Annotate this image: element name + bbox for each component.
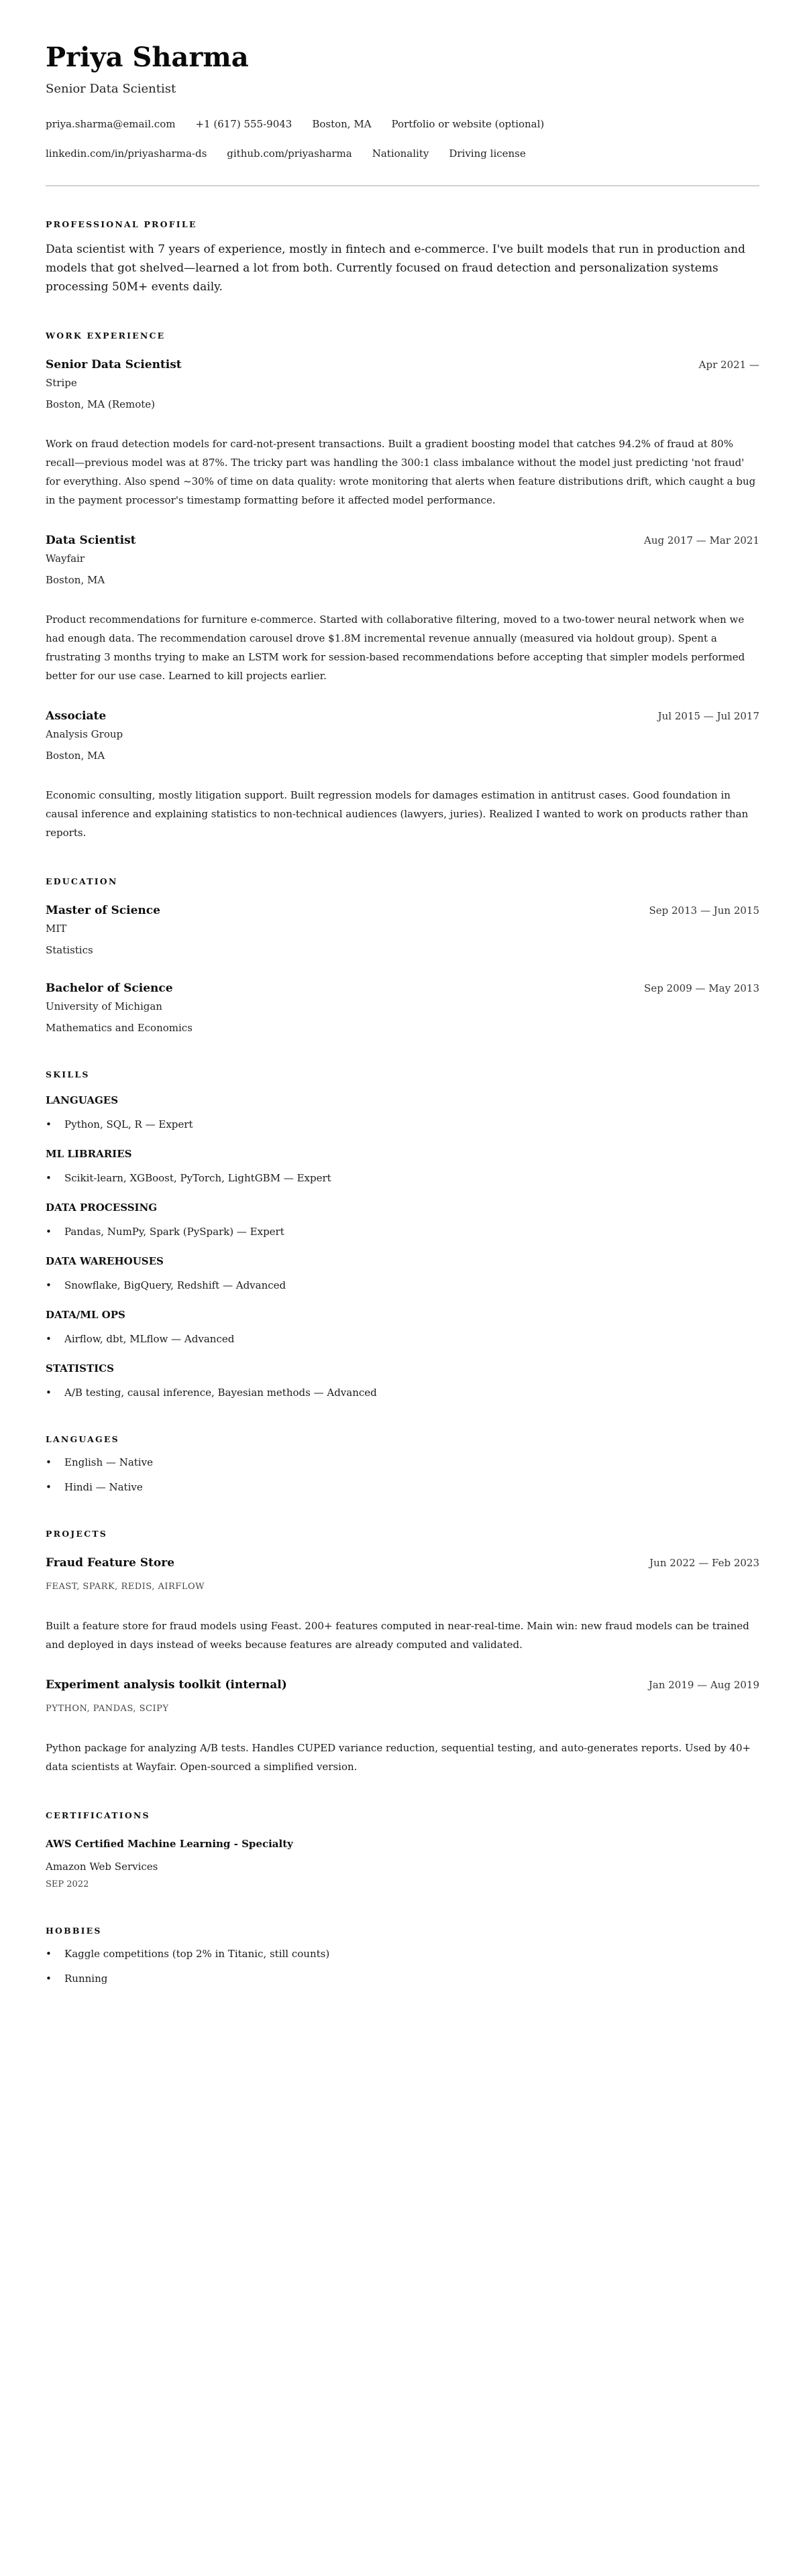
skill-item: • Snowflake, BigQuery, Redshift — Advanced bbox=[46, 1278, 759, 1293]
hobby-item: • Kaggle competitions (top 2% in Titanic, still counts) bbox=[46, 1946, 759, 1961]
section-title-education: EDUCATION bbox=[46, 876, 118, 886]
section-title-languages: LANGUAGES bbox=[46, 1434, 119, 1444]
contact-location: Boston, MA bbox=[312, 118, 372, 130]
project-entry bbox=[46, 1555, 759, 1654]
job-company: Analysis Group bbox=[46, 728, 123, 740]
skill-item: • A/B testing, causal inference, Bayesian methods — Advanced bbox=[46, 1385, 759, 1400]
education-dates: Sep 2009 — May 2013 bbox=[644, 982, 759, 994]
skill-group-title: DATA/ML OPS bbox=[46, 1309, 125, 1321]
job-company: Wayfair bbox=[46, 552, 85, 565]
degree-title: Master of Science bbox=[46, 904, 160, 917]
certification-name: AWS Certified Machine Learning - Specialty bbox=[46, 1838, 293, 1850]
contact-row-primary bbox=[46, 117, 759, 131]
experience-entry bbox=[46, 357, 759, 510]
header-divider bbox=[46, 185, 759, 186]
section-projects bbox=[46, 1528, 759, 1776]
job-location: Boston, MA bbox=[46, 750, 105, 762]
section-languages bbox=[46, 1433, 759, 1495]
contact-portfolio[interactable]: Portfolio or website (optional) bbox=[391, 118, 545, 130]
section-education bbox=[46, 876, 759, 1035]
experience-entry bbox=[46, 708, 759, 842]
contact-driving-license: Driving license bbox=[449, 148, 526, 160]
job-description: Economic consulting, mostly litigation support. Built regression models for damages estimation in antitrust cases. Good foundation in causal inference and explaining statistics to non-technical audiences (lawyers, juries). Realized I wanted to work on products rather than reports. bbox=[46, 789, 749, 839]
project-entry bbox=[46, 1677, 759, 1776]
job-description: Product recommendations for furniture e-commerce. Started with collaborative filtering, moved to a two-tower neural network when we had enough data. The recommendation carousel drove $1.8M incremental revenue annually (measured via holdout group). Spent a frustrating 3 months trying to make an LSTM work for session-based recommendations before accepting that simpler models performed better for our use case. Learned to kill projects earlier. bbox=[46, 613, 745, 682]
skill-group bbox=[46, 1093, 759, 1132]
project-dates: Jan 2019 — Aug 2019 bbox=[648, 1679, 759, 1691]
skill-group-title: STATISTICS bbox=[46, 1362, 114, 1374]
candidate-name: Priya Sharma bbox=[46, 42, 249, 73]
job-dates: Jul 2015 — Jul 2017 bbox=[657, 710, 759, 722]
profile-summary: Data scientist with 7 years of experience, mostly in fintech and e-commerce. I've built models that run in production and models that got shelved—learned a lot from both. Currently focused on fraud detection and personalization systems processing 50M+ events daily. bbox=[46, 243, 745, 294]
job-title: Data Scientist bbox=[46, 534, 136, 547]
job-description: Work on fraud detection models for card-not-present transactions. Built a gradient boosting model that catches 94.2% of fraud at 80% recall—previous model was at 87%. The tricky part was handling the 300:1 class imbalance without the model just predicting 'not fraud' for everything. Also spend ~30% of time on data quality: wrote monitoring that alerts when feature distributions drift, which caught a bug in the payment processor's timestamp formatting before it affected model performance. bbox=[46, 438, 756, 506]
contact-email[interactable]: priya.sharma@email.com bbox=[46, 118, 176, 130]
job-company: Stripe bbox=[46, 377, 77, 389]
candidate-headline: Senior Data Scientist bbox=[46, 82, 176, 96]
section-skills bbox=[46, 1069, 759, 1400]
skill-item: • Airflow, dbt, MLflow — Advanced bbox=[46, 1332, 759, 1346]
section-profile bbox=[46, 219, 759, 296]
language-item: • English — Native bbox=[46, 1455, 759, 1470]
contact-nationality: Nationality bbox=[372, 148, 429, 160]
language-item: • Hindi — Native bbox=[46, 1480, 759, 1495]
contact-row-secondary bbox=[46, 146, 759, 161]
experience-entry bbox=[46, 532, 759, 685]
field-of-study: Statistics bbox=[46, 944, 93, 956]
contact-github[interactable]: github.com/priyasharma bbox=[227, 148, 352, 160]
education-entry bbox=[46, 980, 759, 1035]
section-title-projects: PROJECTS bbox=[46, 1529, 107, 1539]
skill-group bbox=[46, 1200, 759, 1239]
contact-linkedin[interactable]: linkedin.com/in/priyasharma-ds bbox=[46, 148, 207, 160]
skill-item: • Scikit-learn, XGBoost, PyTorch, LightGBM — Expert bbox=[46, 1171, 759, 1185]
certification-date: SEP 2022 bbox=[46, 1879, 89, 1889]
resume-header bbox=[46, 40, 759, 161]
degree-title: Bachelor of Science bbox=[46, 982, 173, 995]
project-description: Python package for analyzing A/B tests. Handles CUPED variance reduction, sequential testing, and auto-generates reports. Used by 40+ data scientists at Wayfair. Open-sourced a simplified version. bbox=[46, 1742, 751, 1773]
education-dates: Sep 2013 — Jun 2015 bbox=[649, 904, 759, 917]
project-name: Fraud Feature Store bbox=[46, 1556, 175, 1570]
education-entry bbox=[46, 902, 759, 957]
section-certifications bbox=[46, 1810, 759, 1891]
section-title-skills: SKILLS bbox=[46, 1069, 90, 1079]
skill-group bbox=[46, 1254, 759, 1293]
project-tech-stack: FEAST, SPARK, REDIS, AIRFLOW bbox=[46, 1582, 205, 1592]
skill-group bbox=[46, 1307, 759, 1346]
section-title-experience: WORK EXPERIENCE bbox=[46, 331, 166, 341]
section-work-experience bbox=[46, 330, 759, 842]
field-of-study: Mathematics and Economics bbox=[46, 1022, 193, 1034]
project-name: Experiment analysis toolkit (internal) bbox=[46, 1678, 287, 1692]
skill-group bbox=[46, 1361, 759, 1400]
hobby-item: • Running bbox=[46, 1971, 759, 1986]
section-title-certifications: CERTIFICATIONS bbox=[46, 1810, 150, 1820]
job-location: Boston, MA (Remote) bbox=[46, 398, 156, 410]
section-hobbies bbox=[46, 1925, 759, 1986]
skill-group-title: DATA PROCESSING bbox=[46, 1202, 158, 1214]
project-description: Built a feature store for fraud models using Feast. 200+ features computed in near-real-time. Main win: new fraud models can be trained and deployed in days instead of weeks because features are already computed and validated. bbox=[46, 1620, 749, 1651]
certification-issuer: Amazon Web Services bbox=[46, 1861, 158, 1873]
school-name: University of Michigan bbox=[46, 1000, 162, 1012]
skill-item: • Python, SQL, R — Expert bbox=[46, 1117, 759, 1132]
job-dates: Aug 2017 — Mar 2021 bbox=[644, 534, 759, 546]
skill-group-title: LANGUAGES bbox=[46, 1094, 119, 1106]
job-title: Senior Data Scientist bbox=[46, 358, 182, 371]
section-title-hobbies: HOBBIES bbox=[46, 1926, 102, 1936]
job-location: Boston, MA bbox=[46, 574, 105, 586]
section-title-profile: PROFESSIONAL PROFILE bbox=[46, 219, 197, 229]
project-tech-stack: PYTHON, PANDAS, SCIPY bbox=[46, 1704, 169, 1714]
job-dates: Apr 2021 — bbox=[698, 359, 759, 371]
contact-phone[interactable]: +1 (617) 555-9043 bbox=[195, 118, 292, 130]
skill-group-title: ML LIBRARIES bbox=[46, 1148, 132, 1160]
school-name: MIT bbox=[46, 923, 67, 935]
project-dates: Jun 2022 — Feb 2023 bbox=[649, 1557, 759, 1569]
skill-group bbox=[46, 1147, 759, 1185]
skill-group-title: DATA WAREHOUSES bbox=[46, 1255, 164, 1267]
certification-entry bbox=[46, 1836, 759, 1891]
skill-item: • Pandas, NumPy, Spark (PySpark) — Expert bbox=[46, 1224, 759, 1239]
job-title: Associate bbox=[46, 709, 107, 723]
